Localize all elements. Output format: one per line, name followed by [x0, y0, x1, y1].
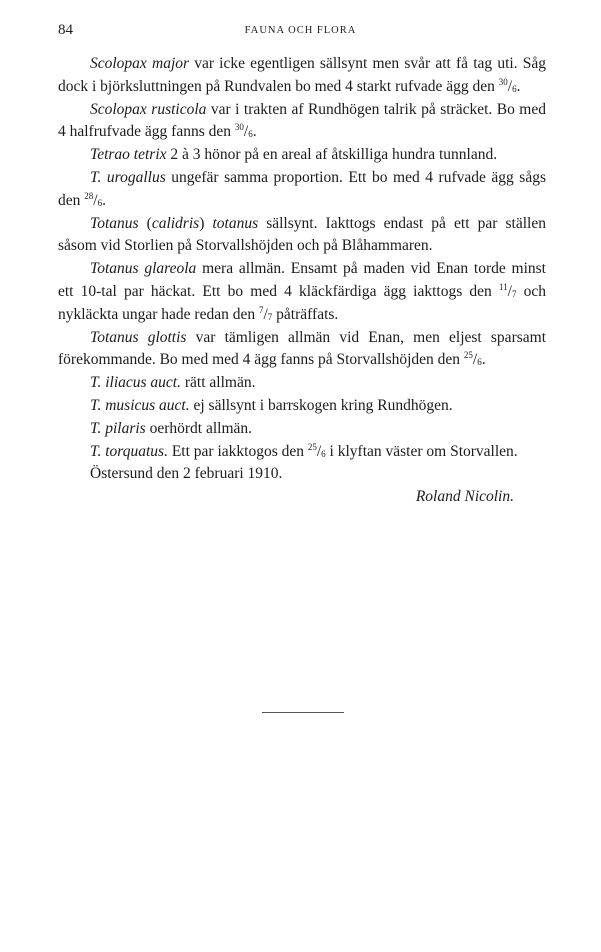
entry-totanus-totanus: Totanus (calidris) totanus sällsynt. Iakttogs endast på ett par ställen såsom vid Storlien på Storvallshöjden och på Blåhammaren.	[58, 214, 546, 255]
species-name: Totanus glottis	[90, 328, 187, 346]
species-name: totanus	[212, 214, 259, 232]
entry-t-torquatus: T. torquatus. Ett par iakktogos den $^{25}/_6$ i klyftan väster om Storvallen.	[90, 441, 518, 460]
running-title: FAUNA OCH FLORA	[244, 25, 357, 36]
species-name: Scolopax major	[90, 55, 190, 72]
species-name: Totanus glareola	[90, 260, 197, 278]
entry-t-pilaris: T. pilaris oerhördt allmän.	[90, 419, 253, 437]
entry-t-urogallus: T. urogallus ungefär samma proportion. Ett bo med 4 rufvade ägg sågs den $^{28}/_6$.	[58, 168, 546, 209]
species-name: Scolopax rusticola	[90, 100, 207, 118]
species-name: Tetrao tetrix	[90, 146, 167, 164]
body-text	[58, 53, 546, 509]
entry-tetrao-tetrix: Tetrao tetrix 2 à 3 hönor på en areal af åtskilliga hundra tunnland.	[90, 146, 498, 164]
section-divider	[262, 712, 344, 713]
author-signature: Roland Nicolin.	[415, 488, 514, 506]
entry-scolopax-rusticola: Scolopax rusticola var i trakten af Rundhögen talrik på sträcket. Bo med 4 halfrufvade ägg fanns den $^{30}/_6$.	[58, 100, 546, 141]
place-date: Östersund den 2 februari 1910.	[90, 465, 283, 483]
species-name: T. urogallus	[90, 168, 166, 186]
entry-scolopax-major: Scolopax major var icke egentligen sällsynt men svår att få tag uti. Såg dock i björksluttningen på Rundvalen bo med 4 starkt rufvade ägg den $^{30}/_6$.	[58, 55, 546, 95]
species-name: Totanus	[90, 214, 139, 232]
page-header	[58, 22, 543, 42]
species-name: T. torquatus.	[90, 442, 168, 460]
entry-t-iliacus: T. iliacus auct. rätt allmän.	[90, 374, 256, 392]
entry-t-musicus: T. musicus auct. ej sällsynt i barrskogen kring Rundhögen.	[90, 396, 453, 414]
species-name: calidris	[151, 214, 200, 232]
species-name: T. musicus auct.	[90, 396, 190, 414]
entry-totanus-glareola: Totanus glareola mera allmän. Ensamt på maden vid Enan torde minst ett 10-tal par häckat. Ett bo med 4 kläckfärdiga ägg iakttogs den $^{11}/_7$ och nykläckta ungar hade redan den $^7/_7$ påträffats.	[58, 260, 546, 323]
species-name: T. iliacus auct.	[90, 374, 181, 392]
page-number: 84	[58, 22, 73, 38]
entry-totanus-glottis: Totanus glottis var tämligen allmän vid Enan, men eljest sparsamt förekommande. Bo med med 4 ägg fanns på Storvallshöjden den $^{25}/_6$.	[58, 328, 547, 369]
species-name: T. pilaris	[90, 419, 146, 437]
